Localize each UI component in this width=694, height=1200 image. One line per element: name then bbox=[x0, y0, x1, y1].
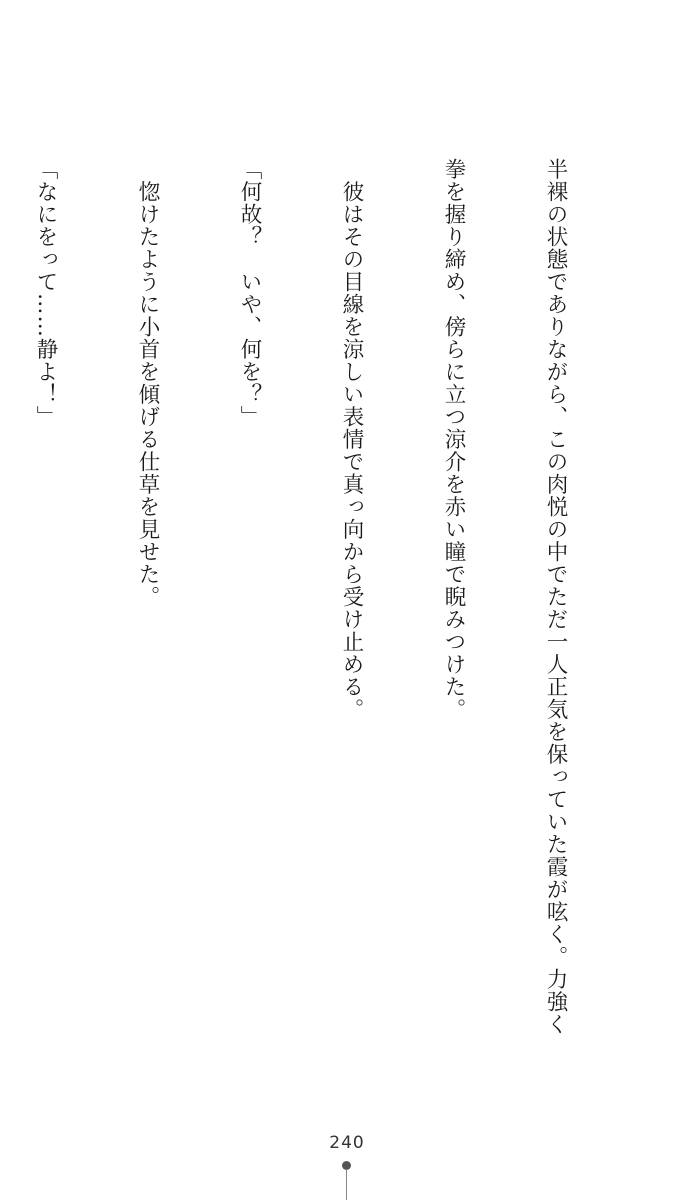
text-line: 「なにをって……静よ！」 bbox=[33, 158, 58, 428]
page-marker-line bbox=[346, 1169, 347, 1200]
vertical-text-body bbox=[33, 158, 640, 1036]
text-line: 半裸の状態でありながら、この肉悦の中でただ一人正気を保っていた霞が呟く。力強く bbox=[543, 158, 568, 1036]
text-line: 拳を握り締め、傍らに立つ涼介を赤い瞳で睨みつけた。 bbox=[441, 158, 466, 721]
page-number: 240 bbox=[329, 1133, 365, 1153]
text-line: 彼はその目線を涼しい表情で真っ向から受け止める。 bbox=[339, 158, 364, 721]
text-line: 惚けたように小首を傾げる仕草を見せた。 bbox=[135, 158, 160, 608]
text-line: 「何故？ いや、何を？」 bbox=[237, 158, 262, 428]
